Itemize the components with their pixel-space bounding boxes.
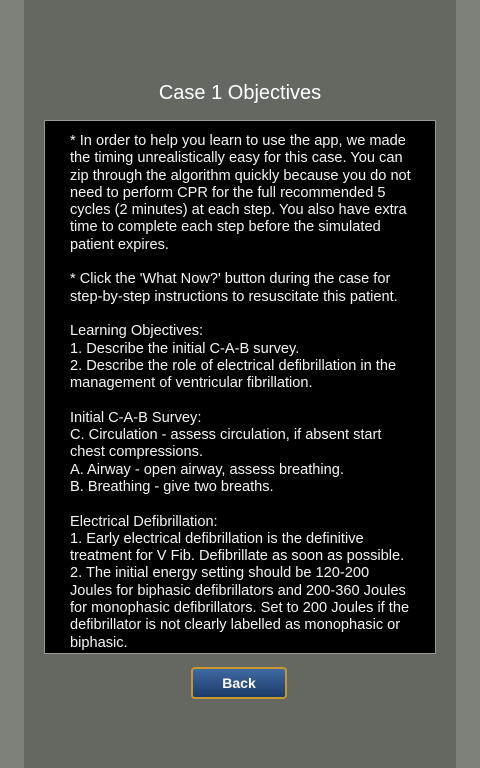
dialog-title: Case 1 Objectives: [158, 82, 322, 104]
paragraph-electrical-defibrillation: Electrical Defibrillation: 1. Early electrical defibrillation is the definitive treatment for V Fib. Defibrillate as soon as possible. 2. The initial energy setting should be 120-200 Joules for biphasic defibrillators and 200-360 Joules for monophasic defibrillators. Set to 200 Joules if the defibrillator is not clearly labelled as monophasic or biphasic.: [70, 513, 410, 651]
paragraph-what-now-note: * Click the 'What Now?' button during the case for step-by-step instructions to resuscitate this patient.: [70, 271, 398, 305]
dialog-panel: [24, 0, 456, 768]
paragraph-cab-survey: Initial C-A-B Survey: C. Circulation - assess circulation, if absent start chest compressions. A. Airway - open airway, assess breathing. B. Breathing - give two breaths.: [70, 409, 382, 495]
objectives-text: [45, 121, 435, 652]
objectives-scroll-area[interactable]: [44, 120, 436, 654]
paragraph-learning-objectives: Learning Objectives: 1. Describe the initial C-A-B survey. 2. Describe the role of electrical defibrillation in the management of ventricular fibrillation.: [70, 323, 397, 392]
paragraph-timing-note: * In order to help you learn to use the app, we made the timing unrealistically easy for this case. You can zip through the algorithm quickly because you do not need to perform CPR for the full recommended 5 cycles (2 minutes) at each step. You also have extra time to complete each step before the simulated patient expires.: [70, 133, 411, 253]
right-margin: [456, 0, 480, 768]
back-button[interactable]: Back: [191, 667, 287, 699]
left-margin: [0, 0, 24, 768]
